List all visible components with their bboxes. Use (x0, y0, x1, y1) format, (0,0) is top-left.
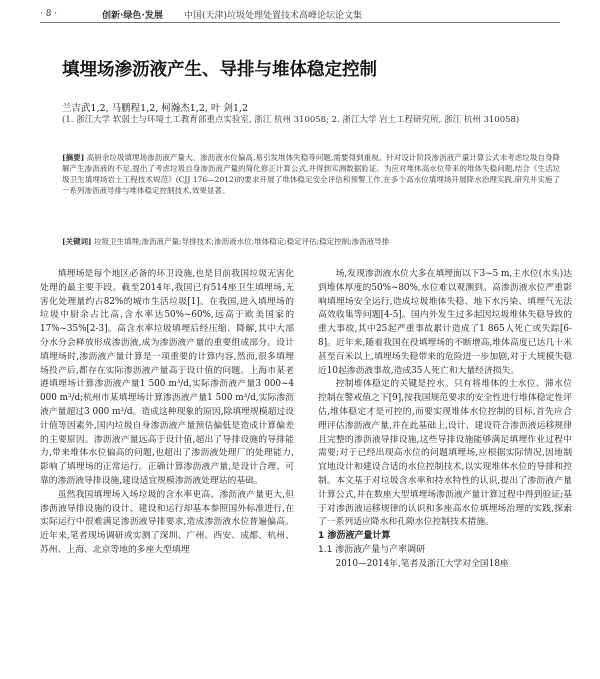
abstract-block (62, 152, 560, 196)
body-paragraph: 2010—2014年,笔者及浙江大学对全国18座 (335, 558, 509, 569)
keywords-block (62, 236, 560, 247)
keywords-label: [关键词] (62, 237, 92, 246)
body-paragraph: 虽然我国填埋场入场垃圾的含水率更高、渗沥液产量更大,但渗沥液导排设施的设计、建设和运行却基本参照国外标准进行,在实际运行中很难满足渗沥液导排要求,造成渗沥液水位普遍偏高。近年来,笔者现场调研或实测了深圳、广州、西安、成都、杭州、苏州、上海、北京等地的多座大型填埋 (40, 489, 294, 555)
section-heading: 1 渗沥液产量计算 (318, 531, 391, 542)
body-column-left (40, 268, 294, 676)
series-tag: 创新·绿色·发展 (102, 10, 163, 21)
affiliations: (1. 浙江大学 软弱土与环境土工教育部重点实验室, 浙江 杭州 310058; 2. 浙江大学 岩土工程研究所, 浙江 杭州 310058) (62, 115, 520, 125)
authors-line: 兰吉武1,2, 马鹏程1,2, 柯瀚杰1,2, 叶 剑1,2 (62, 103, 249, 114)
keywords-text: 垃圾卫生填埋;渗沥液产量;导排技术;渗沥液水位;堆体稳定;稳定评估;稳定控制;渗沥液导排 (94, 237, 390, 246)
body-column-right (318, 268, 572, 676)
abstract-label: [摘要] (62, 153, 85, 162)
journal-name: 中国(天津)垃圾处理处置技术高峰论坛论文集 (184, 10, 363, 21)
abstract-text: 高厨余垃圾填埋场渗沥液产量大、渗沥液水位偏高,易引发堆体失稳等问题,需要得到重视。针对设计阶段渗沥液产量计算公式未考虑垃圾自身降解产生渗沥液的不足,提出了考虑垃圾自身渗沥液产量的简化修正计算公式,并得到实测数据验证。为应对堆体高水位带来的堆体失稳问题,结合《生活垃圾卫生填埋场岩土工程技术规范》(CJJ 176—2012)的要求开展了堆体稳定安全评估和预警工作,在多个高水位填埋场开展降水治理实践,研究并实施了一系列渗沥液导排与堆体稳定控制技术,效果显著。 (62, 153, 560, 195)
running-head (40, 6, 560, 23)
article-title: 填埋场渗沥液产生、导排与堆体稳定控制 (62, 60, 377, 80)
body-paragraph: 填埋场是每个地区必备的环卫设施,也是目前我国垃圾无害化处理的最主要手段。截至2014年,我国已有514座卫生填埋场,无害化处理量约占82%的城市生活垃圾[1]。在我国,进入填埋场的垃圾中厨余占比高,含水率达50%~60%,远高于欧美国家的17%~35%[2-3]。高含水率垃圾填埋后经压缩、降解,其中大部分水分会释放形成渗沥液,成为渗沥液产量的重要组成部分。设计填埋场时,渗沥液产量计算是一项重要的计算内容,然而,很多填埋场投产后,都存在实际渗沥液产量高于设计值的问题。上海市某老港填埋场计算渗沥液产量1 500 m³/d,实际渗沥液产量3 000~4 000 m³/d;杭州市某填埋场计算渗沥液产量1 500 m³/d,实际渗沥液产量超过3 000 m³/d。造成这种现象的原因,除填埋规模超过设计值等因素外,国内垃圾自身渗沥液产量预估偏低是造成计算偏差的主要原因。渗沥液产量远高于设计值,超出了导排设施的导排能力,带来堆体水位偏高的问题,也超出了渗沥液处理厂的处理能力,影响了填埋场的正常运行。正确计算渗沥液产量,是设计合理、可靠的渗沥液导排设施,建设适宜规模渗沥液处理站的基础。 (40, 269, 294, 486)
body-paragraph: 场,发现渗沥液水位大多在填埋面以下3~5 m,主水位(水头)达到堆体厚度的50%~80%,水位难以观测到。高渗沥液水位严重影响填埋场安全运行,造成垃圾堆体失稳、地下水污染、填埋气无法高效收集等问题[4-5]。国内外发生过多起因垃圾堆体失稳导致的重大事故,其中25起严重事故累计造成了1 865人死亡或失踪[6-8]。近年来,随着我国在役填埋场的不断增高,堆体高度已达几十米甚至百米以上,填埋场失稳带来的危险进一步加剧,对于大规模失稳近10起渗沥液事故,造成35人死亡和大量经济损失。 (318, 269, 572, 376)
page-number: · 8 · (40, 9, 58, 19)
body-paragraph: 控制堆体稳定的关键是控水。只有将堆体的土水位、滞水位控制在警戒值之下[9],按我国规范要求的安全性进行堆体稳定性评估,堆体稳定才是可控的,而要实现堆体水位控制的目标,首先应合理评估渗沥液产量,并在此基础上,设计、建设符合渗沥液运移规律且完整的渗沥液导排设施,这些导排设施能够满足填埋作业过程中需要;对于已经出现高水位的问题填埋场,应根据实际情况,因地制宜地设计和建设合适的水位控制技术,以实现堆体水位的导排和控制。本文基于对垃圾含水率和持水特性的认识,提出了渗沥液产量计算公式,并在数座大型填埋场渗沥液产量计算过程中得到验证;基于对渗沥液运移规律的认识和多座高水位填埋场治理的实践,探索了一系列适应降水和孔隙水位控制技术措施。 (318, 379, 572, 528)
subsection-heading: 1.1 渗沥液产量与产率调研 (318, 544, 426, 555)
